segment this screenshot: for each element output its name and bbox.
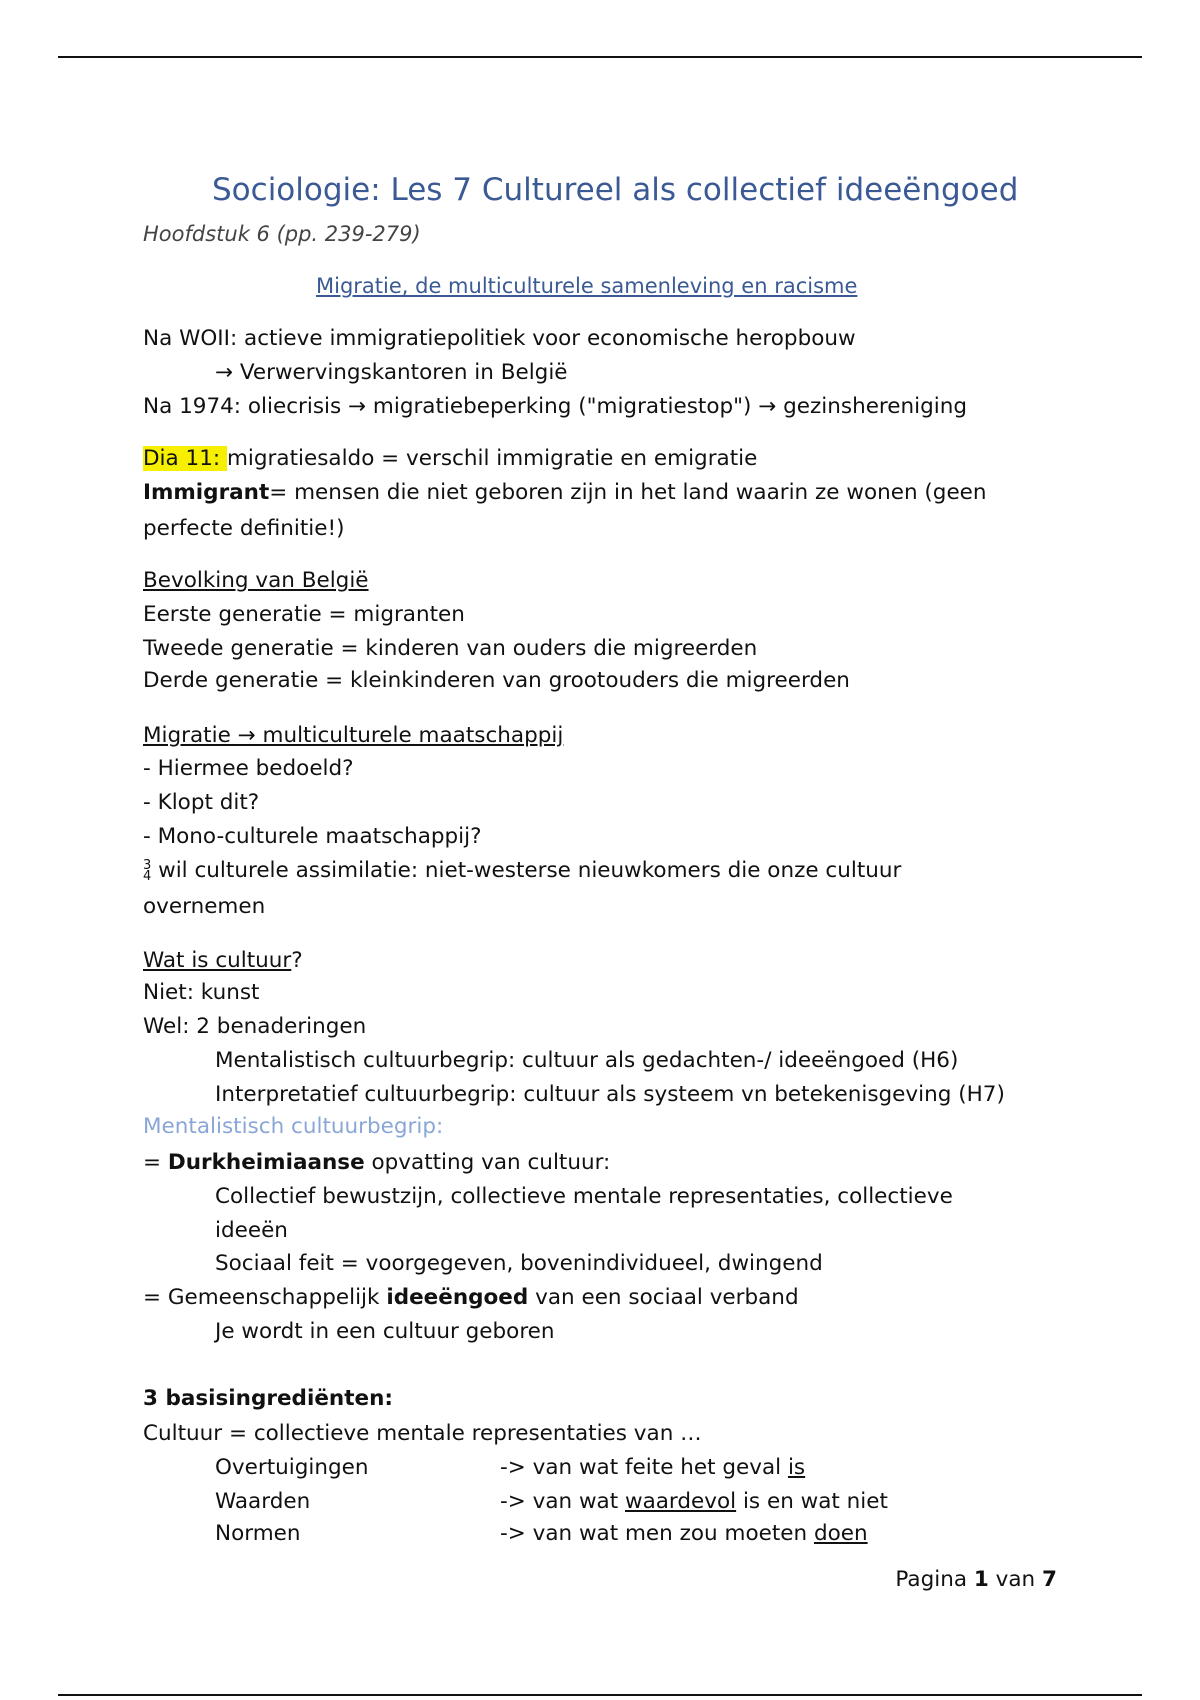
text-line: Niet: kunst bbox=[143, 980, 260, 1005]
text-line: perfecte definitie!) bbox=[143, 516, 345, 541]
row-desc: -> van wat feite het geval is bbox=[500, 1455, 806, 1480]
row-desc: -> van wat men zou moeten doen bbox=[500, 1521, 868, 1546]
text-line: = Durkheimiaanse opvatting van cultuur: bbox=[143, 1150, 611, 1175]
text-line: Cultuur = collectieve mentale representaties van … bbox=[143, 1421, 702, 1446]
text-line: 3 4 wil culturele assimilatie: niet-westerse nieuwkomers die onze cultuur bbox=[143, 858, 902, 884]
text-line: Dia 11: migratiesaldo = verschil immigratie en emigratie bbox=[143, 446, 758, 471]
row-label: Normen bbox=[215, 1521, 301, 1546]
fraction: 3 4 bbox=[143, 858, 152, 884]
text-line: = Gemeenschappelijk ideeëngoed van een sociaal verband bbox=[143, 1285, 799, 1310]
text-line: Wel: 2 benaderingen bbox=[143, 1014, 367, 1039]
chapter-subtitle: Hoofdstuk 6 (pp. 239-279) bbox=[143, 222, 421, 246]
text-line: Mentalistisch cultuurbegrip: bbox=[143, 1114, 444, 1139]
text-line: Eerste generatie = migranten bbox=[143, 602, 465, 627]
text-line: - Hiermee bedoeld? bbox=[143, 756, 354, 781]
heading: Bevolking van België bbox=[143, 568, 369, 593]
row-label: Waarden bbox=[215, 1489, 311, 1514]
text-line: - Klopt dit? bbox=[143, 790, 260, 815]
text-line: Je wordt in een cultuur geboren bbox=[215, 1319, 555, 1344]
bottom-rule bbox=[58, 1694, 1142, 1696]
text-line: Na WOII: actieve immigratiepolitiek voor economische heropbouw bbox=[143, 326, 856, 351]
text-line: → Verwervingskantoren in België bbox=[215, 360, 568, 385]
text-line: Mentalistisch cultuurbegrip: cultuur als gedachten-/ ideeëngoed (H6) bbox=[215, 1048, 959, 1073]
text-line: Immigrant= mensen die niet geboren zijn in het land waarin ze wonen (geen bbox=[143, 480, 987, 505]
section-title: Migratie, de multiculturele samenleving en racisme bbox=[316, 274, 858, 298]
top-rule bbox=[58, 56, 1142, 58]
text-line: Derde generatie = kleinkinderen van grootouders die migreerden bbox=[143, 668, 850, 693]
highlight: Dia 11: bbox=[143, 446, 227, 471]
row-label: Overtuigingen bbox=[215, 1455, 369, 1480]
text-line: overnemen bbox=[143, 894, 266, 919]
row-desc: -> van wat waardevol is en wat niet bbox=[500, 1489, 888, 1514]
text-line: Sociaal feit = voorgegeven, bovenindividueel, dwingend bbox=[215, 1251, 823, 1276]
text-line: Collectief bewustzijn, collectieve mentale representaties, collectieve bbox=[215, 1184, 953, 1209]
text-line: ideeën bbox=[215, 1218, 288, 1243]
page-title: Sociologie: Les 7 Cultureel als collectief ideeëngoed bbox=[212, 172, 1019, 208]
page-number: Pagina 1 van 7 bbox=[895, 1567, 1057, 1592]
text-line: - Mono-culturele maatschappij? bbox=[143, 824, 482, 849]
heading: 3 basisingrediënten: bbox=[143, 1386, 393, 1411]
text-line: Interpretatief cultuurbegrip: cultuur als systeem vn betekenisgeving (H7) bbox=[215, 1082, 1005, 1107]
text-line: Na 1974: oliecrisis → migratiebeperking ("migratiestop") → gezinshereniging bbox=[143, 394, 968, 419]
heading: Wat is cultuur? bbox=[143, 948, 303, 973]
heading: Migratie → multiculturele maatschappij bbox=[143, 723, 564, 748]
text-line: Tweede generatie = kinderen van ouders die migreerden bbox=[143, 636, 758, 661]
